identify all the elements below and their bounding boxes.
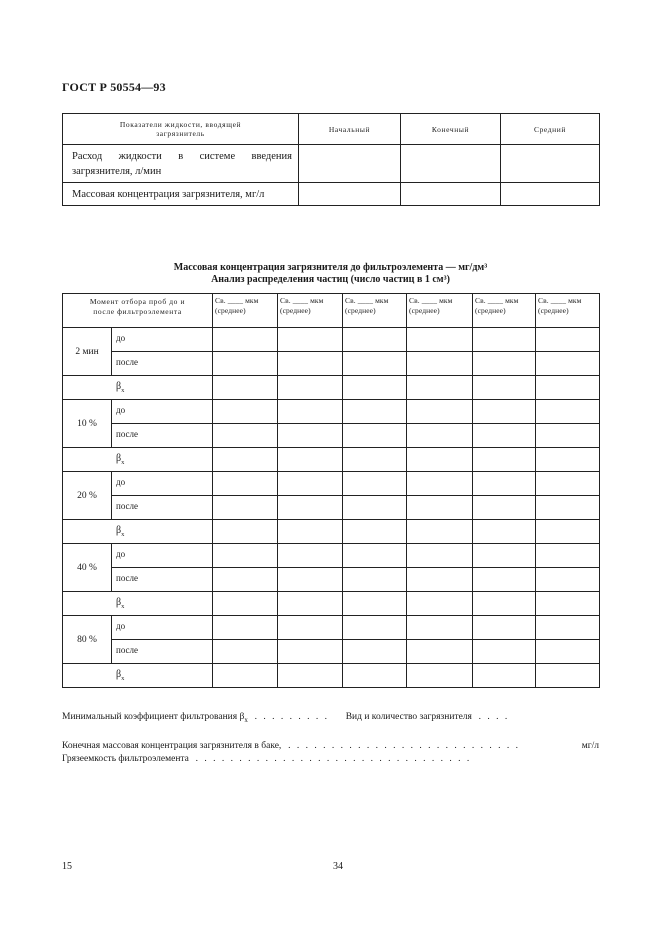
count-cell — [407, 664, 473, 688]
document-title: ГОСТ Р 50554—93 — [62, 80, 166, 94]
count-cell — [536, 328, 600, 352]
count-cell — [473, 352, 536, 376]
count-cell — [473, 472, 536, 496]
beta-symbol: β — [116, 525, 122, 536]
count-cell — [278, 616, 343, 640]
count-cell — [213, 640, 278, 664]
count-cell — [278, 448, 343, 472]
count-cell — [213, 400, 278, 424]
count-cell — [407, 640, 473, 664]
count-cell — [213, 472, 278, 496]
count-cell — [213, 592, 278, 616]
count-cell — [407, 592, 473, 616]
beta-row — [63, 592, 600, 616]
table-row — [63, 424, 600, 448]
count-cell — [536, 592, 600, 616]
count-cell — [343, 496, 407, 520]
count-cell — [278, 640, 343, 664]
table-row — [63, 400, 600, 424]
count-cell — [278, 568, 343, 592]
sampling-moment: 80 % — [63, 616, 112, 664]
before-label: до — [112, 328, 213, 352]
count-cell — [473, 496, 536, 520]
column-header: Средний — [501, 114, 600, 145]
beta-symbol: β — [116, 381, 122, 392]
beta-subscript: x — [244, 715, 248, 724]
count-cell — [343, 472, 407, 496]
count-cell — [536, 544, 600, 568]
after-label: после — [112, 640, 213, 664]
count-cell — [278, 472, 343, 496]
table-row — [63, 496, 600, 520]
table-header-row — [63, 294, 600, 328]
page-edition-number: 15 — [62, 861, 72, 872]
beta-subscript: x — [121, 603, 125, 610]
min-filtration-coefficient-line — [62, 712, 599, 726]
beta-label — [63, 592, 213, 616]
size-column-header: Св. ____ мкм (среднее) — [278, 294, 343, 328]
size-column-header: Св. ____ мкм (среднее) — [213, 294, 278, 328]
count-cell — [536, 400, 600, 424]
after-label: после — [112, 352, 213, 376]
table-row — [63, 352, 600, 376]
count-cell — [213, 616, 278, 640]
count-cell — [213, 424, 278, 448]
count-cell — [343, 592, 407, 616]
beta-row — [63, 376, 600, 400]
count-cell — [278, 376, 343, 400]
count-cell — [278, 424, 343, 448]
count-cell — [343, 376, 407, 400]
beta-symbol: β — [116, 669, 122, 680]
beta-label — [63, 376, 213, 400]
count-cell — [213, 376, 278, 400]
dot-leader: . . . . . . . . . . . . . . . . . . . . . . . . . . . . . . . . — [191, 754, 472, 764]
beta-row — [63, 448, 600, 472]
beta-subscript: x — [121, 459, 125, 466]
beta-subscript: x — [121, 387, 125, 394]
table-row — [63, 472, 600, 496]
count-cell — [213, 544, 278, 568]
table-row — [63, 640, 600, 664]
count-cell — [213, 520, 278, 544]
size-column-header: Св. ____ мкм (среднее) — [407, 294, 473, 328]
count-cell — [473, 376, 536, 400]
beta-row — [63, 664, 600, 688]
count-cell — [213, 568, 278, 592]
value-cell — [299, 145, 401, 183]
count-cell — [278, 328, 343, 352]
table-row — [63, 616, 600, 640]
count-cell — [536, 616, 600, 640]
count-cell — [536, 664, 600, 688]
count-cell — [473, 520, 536, 544]
final-concentration-label: Конечная массовая концентрация загрязнителя в баке, — [62, 741, 282, 751]
table-row — [63, 544, 600, 568]
table-row — [63, 145, 600, 183]
value-cell — [501, 145, 600, 183]
count-cell — [278, 592, 343, 616]
count-cell — [278, 352, 343, 376]
after-label: после — [112, 424, 213, 448]
count-cell — [536, 496, 600, 520]
table-caption-line2: Анализ распределения частиц (число частиц в 1 см³) — [211, 274, 450, 285]
table-row — [63, 568, 600, 592]
beta-symbol: β — [116, 453, 122, 464]
sampling-moment: 10 % — [63, 400, 112, 448]
value-cell — [401, 145, 501, 183]
beta-label — [63, 664, 213, 688]
size-column-header: Св. ____ мкм (среднее) — [473, 294, 536, 328]
count-cell — [536, 520, 600, 544]
value-cell — [299, 183, 401, 206]
count-cell — [536, 640, 600, 664]
before-label: до — [112, 472, 213, 496]
value-cell — [401, 183, 501, 206]
size-column-header: Св. ____ мкм (среднее) — [343, 294, 407, 328]
count-cell — [536, 472, 600, 496]
count-cell — [473, 616, 536, 640]
count-cell — [407, 448, 473, 472]
dirt-capacity-line — [62, 754, 599, 768]
count-cell — [213, 496, 278, 520]
count-cell — [213, 448, 278, 472]
count-cell — [536, 376, 600, 400]
count-cell — [473, 664, 536, 688]
table-caption-line1: Массовая концентрация загрязнителя до фильтроэлемента — мг/дм³ — [173, 262, 488, 273]
sampling-moment: 40 % — [63, 544, 112, 592]
row-label: Массовая концентрация загрязнителя, мг/л — [63, 183, 299, 206]
count-cell — [473, 640, 536, 664]
count-cell — [473, 400, 536, 424]
count-cell — [278, 520, 343, 544]
count-cell — [407, 520, 473, 544]
contaminant-kind-label: Вид и количество загрязнителя — [345, 712, 472, 722]
count-cell — [343, 544, 407, 568]
count-cell — [407, 568, 473, 592]
column-header: Конечный — [401, 114, 501, 145]
count-cell — [213, 664, 278, 688]
unit-label: мг/л — [581, 741, 599, 751]
size-column-header: Св. ____ мкм (среднее) — [536, 294, 600, 328]
count-cell — [407, 616, 473, 640]
beta-symbol: β — [116, 597, 122, 608]
liquid-parameters-table — [62, 113, 600, 206]
row-label: Расход жидкости в системе введения загрязнителя, л/мин — [63, 145, 299, 183]
count-cell — [407, 352, 473, 376]
beta-row — [63, 520, 600, 544]
count-cell — [473, 424, 536, 448]
count-cell — [278, 496, 343, 520]
count-cell — [343, 352, 407, 376]
value-cell — [501, 183, 600, 206]
after-label: после — [112, 496, 213, 520]
table-row — [63, 328, 600, 352]
count-cell — [473, 592, 536, 616]
before-label: до — [112, 400, 213, 424]
count-cell — [407, 424, 473, 448]
dot-leader: . . . . — [474, 712, 510, 722]
count-cell — [343, 448, 407, 472]
count-cell — [536, 448, 600, 472]
count-cell — [407, 472, 473, 496]
before-label: до — [112, 616, 213, 640]
after-label: после — [112, 568, 213, 592]
beta-subscript: x — [121, 675, 125, 682]
table-row — [63, 183, 600, 206]
count-cell — [278, 544, 343, 568]
dirt-capacity-label: Грязеемкость фильтроэлемента — [62, 754, 189, 764]
count-cell — [343, 328, 407, 352]
count-cell — [343, 568, 407, 592]
count-cell — [473, 448, 536, 472]
count-cell — [343, 640, 407, 664]
dot-leader: . . . . . . . . . — [250, 712, 334, 722]
particle-distribution-table — [62, 293, 600, 688]
min-coef-label: Минимальный коэффициент фильтрования β — [62, 712, 245, 722]
sampling-moment: 2 мин — [63, 328, 112, 376]
count-cell — [343, 424, 407, 448]
dot-leader: . . . . . . . . . . . . . . . . . . . . . . . . . . . — [283, 741, 525, 751]
column-header: Начальный — [299, 114, 401, 145]
column-header: Показатели жидкости, вводящей загрязнитель — [63, 114, 299, 145]
sampling-moment: 20 % — [63, 472, 112, 520]
final-concentration-line — [62, 741, 599, 755]
count-cell — [407, 400, 473, 424]
count-cell — [536, 568, 600, 592]
beta-label — [63, 520, 213, 544]
table-header-row — [63, 114, 600, 145]
count-cell — [473, 328, 536, 352]
count-cell — [343, 400, 407, 424]
page-number: 34 — [333, 861, 343, 872]
count-cell — [473, 568, 536, 592]
count-cell — [343, 616, 407, 640]
count-cell — [407, 328, 473, 352]
count-cell — [407, 376, 473, 400]
count-cell — [213, 328, 278, 352]
count-cell — [407, 496, 473, 520]
count-cell — [213, 352, 278, 376]
count-cell — [536, 424, 600, 448]
count-cell — [278, 400, 343, 424]
sampling-moment-header: Момент отбора проб до и после фильтроэлемента — [63, 294, 213, 328]
count-cell — [536, 352, 600, 376]
count-cell — [278, 664, 343, 688]
beta-subscript: x — [121, 531, 125, 538]
before-label: до — [112, 544, 213, 568]
count-cell — [343, 664, 407, 688]
count-cell — [343, 520, 407, 544]
beta-label — [63, 448, 213, 472]
count-cell — [473, 544, 536, 568]
count-cell — [407, 544, 473, 568]
